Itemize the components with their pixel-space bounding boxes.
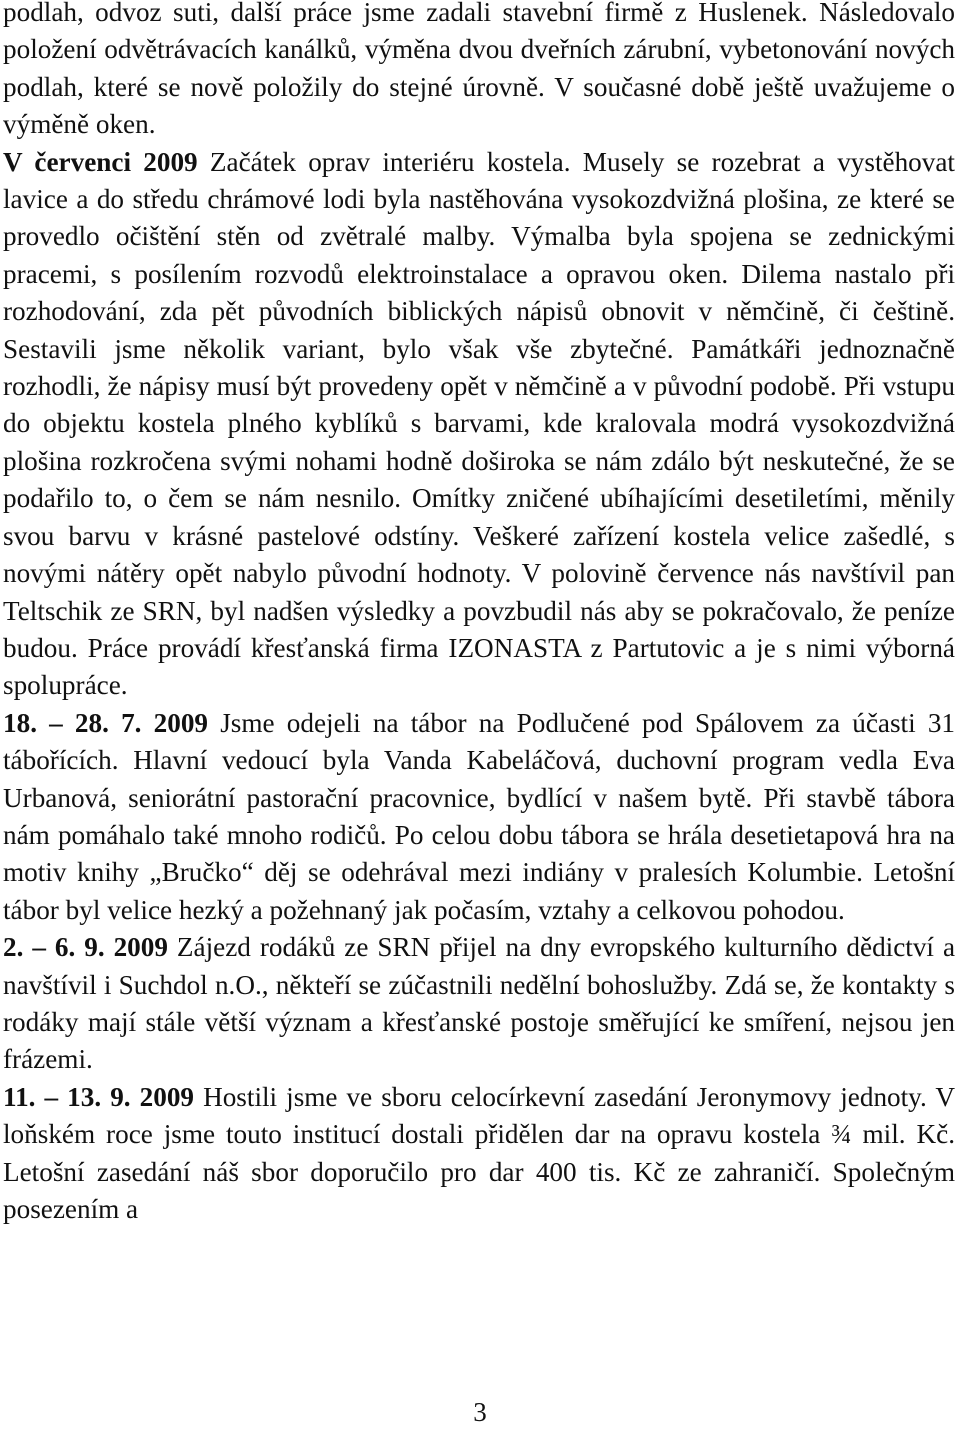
paragraph-entry	[3, 144, 955, 705]
document-body	[3, 0, 955, 1228]
paragraph-entry	[3, 929, 955, 1079]
paragraph-intro: podlah, odvoz suti, další práce jsme zadali stavební firmě z Huslenek. Následovalo položení odvětrávacích kanálků, výměna dvou dveřních zárubní, vybetonování nových podlah, které se nově položily do stejné úrovně. V současné době ještě uvažujeme o výměně oken.	[3, 0, 955, 140]
entry-date: 18. – 28. 7. 2009	[3, 707, 209, 738]
entry-text: Začátek oprav interiéru kostela. Musely se rozebrat a vystěhovat lavice a do středu chrámové lodi byla nastěhována vysokozdvižná plošina, ze které se provedlo očištění stěn od zvětralé malby. Výmalba byla spojena se zednickými pracemi, s posílením rozvodů elektroinstalace a opravou oken. Dilema nastalo při rozhodování, zda pět původních biblických nápisů obnovit v němčině, či češtině. Sestavili jsme několik variant, bylo však vše zbytečné. Památkáři jednoznačně rozhodli, že nápisy musí být provedeny opět v němčině a v původní podobě. Při vstupu do objektu kostela plného kyblíků s barvami, kde kralovala modrá vysokozdvižná plošina rozkročena svými nohami hodně doširoka se nám zdálo být neskutečné, že se podařilo to, o čem se nám nesnilo. Omítky zničené ubíhajícími desetiletími, měnily svou barvu v krásné pastelové odstíny. Veškeré zařízení kostela velice zašedlé, s novými nátěry opět nabylo původní hodnoty. V polovině července nás navštívil pan Teltschik ze SRN, byl nadšen výsledky a povzbudil nás aby se pokračovalo, že peníze budou. Práce provádí křesťanská firma IZONASTA z Partutovic a je s nimi výborná spolupráce.	[3, 146, 955, 701]
entry-date: V červenci 2009	[3, 146, 198, 177]
entry-text: Hostili jsme ve sboru celocírkevní zasedání Jeronymovy jednoty. V loňském roce jsme touto institucí dostali přidělen dar na opravu kostela ¾ mil. Kč. Letošní zasedání náš sbor doporučilo pro dar 400 tis. Kč ze zahraničí. Společným posezením a	[3, 1081, 956, 1224]
paragraph-entry	[3, 1079, 955, 1229]
entry-text: Zájezd rodáků ze SRN přijel na dny evropského kulturního dědictví a navštívil i Suchdol n.O., někteří se zúčastnili nedělní bohoslužby. Zdá se, že kontakty s rodáky mají stále větší význam a křesťanské postoje směřující ke smíření, nejsou jen frázemi.	[3, 932, 956, 1075]
entry-date: 11. – 13. 9. 2009	[3, 1081, 195, 1112]
paragraph-entry	[3, 705, 955, 929]
entry-text: Jsme odejeli na tábor na Podlučené pod Spálovem za účasti 31 tábořících. Hlavní vedoucí byla Vanda Kabeláčová, duchovní program vedla Eva Urbanová, seniorátní pastorační pracovnice, bydlící v našem bytě. Při stavbě tábora nám pomáhalo také mnoho rodičů. Po celou dobu tábora se hrála desetietapová hra na motiv knihy „Bručko“ děj se odehrával mezi indiány v pralesích Kolumbie. Letošní tábor byl velice hezký a požehnaný jak počasím, vztahy a celkovou pohodou.	[3, 707, 956, 925]
entry-date: 2. – 6. 9. 2009	[3, 932, 168, 963]
page-number: 3	[473, 1397, 487, 1427]
